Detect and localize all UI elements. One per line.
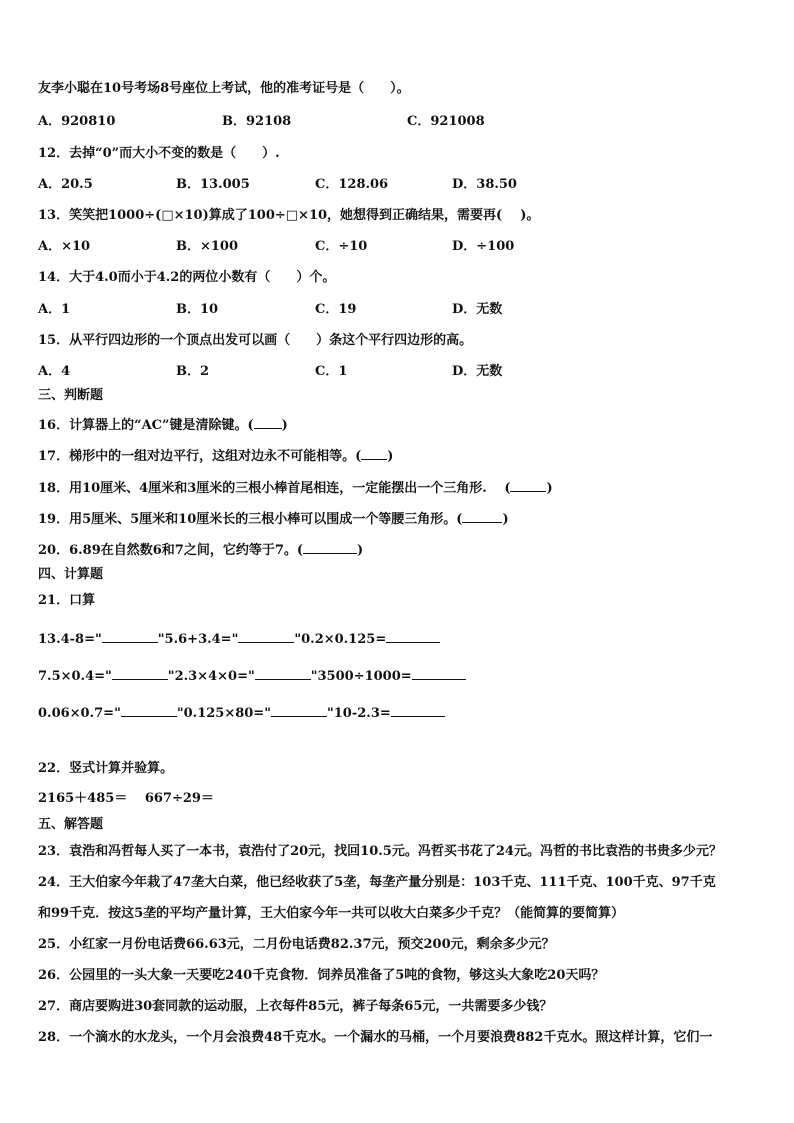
q13-number: 13． xyxy=(38,208,70,223)
q16-text-end: ) xyxy=(281,418,288,433)
q11-stem: 友李小聪在10号考场8号座位上考试，他的准考证号是（ ）。 xyxy=(38,81,410,96)
oral-calc-blank xyxy=(255,666,311,680)
q17-text: 梯形中的一组对边平行，这组对边永不可能相等。( xyxy=(69,449,362,464)
q27-number: 27． xyxy=(38,999,70,1014)
section-heading-judgement: 三、判断题 xyxy=(38,388,104,403)
q11-option-c: C．921008 xyxy=(407,114,485,129)
q22-number: 22． xyxy=(38,761,70,776)
q14-option-b: B．10 xyxy=(176,302,219,317)
oral-calc-item: "0.125×80=" xyxy=(176,706,271,721)
oral-calc-item: "0.2×0.125= xyxy=(294,632,387,647)
section-heading-word-problems: 五、解答题 xyxy=(38,817,104,832)
q24-number: 24． xyxy=(38,875,70,890)
q13-text: 笑笑把1000÷(□×10)算成了100÷□×10，她想得到正确结果，需要再( xyxy=(69,208,503,223)
q22-heading xyxy=(38,760,173,778)
q20-text: 6.89在自然数6和7之间，它约等于7。( xyxy=(69,543,304,558)
q21-row-1 xyxy=(38,629,440,649)
q12-text: 去掉“0”而大小不变的数是（ ）. xyxy=(69,146,280,161)
q13-option-c: C．÷10 xyxy=(315,239,368,254)
q20-answer-blank xyxy=(303,540,357,554)
q15-option-a: A．4 xyxy=(38,364,71,379)
q23-text: 袁浩和冯哲每人买了一本书，袁浩付了20元，找回10.5元。冯哲买书花了24元。冯哲的书比袁浩的书贵多少元？ xyxy=(69,844,722,859)
q26-number: 26． xyxy=(38,968,70,983)
q17-number: 17． xyxy=(38,449,70,464)
oral-calc-blank xyxy=(391,703,445,717)
q19-text-end: ) xyxy=(502,512,509,527)
oral-calc-blank xyxy=(238,629,294,643)
q25-line xyxy=(38,936,555,954)
q11-option-b: B．92108 xyxy=(222,114,292,129)
oral-calc-blank xyxy=(102,629,158,643)
oral-calc-blank xyxy=(386,629,440,643)
q21-number: 21． xyxy=(38,593,70,608)
q16-text: 计算器上的“AC”键是清除键。( xyxy=(69,418,254,433)
oral-calc-item: 7.5×0.4=" xyxy=(38,669,112,684)
q13-option-a: A．×10 xyxy=(38,239,91,254)
q22-title: 竖式计算并验算。 xyxy=(69,761,174,776)
q13-stem xyxy=(38,207,539,225)
q12-option-d: D．38.50 xyxy=(452,177,517,192)
q18-line xyxy=(38,478,553,498)
q28-line xyxy=(38,1029,712,1047)
q13-text-end: )。 xyxy=(520,208,540,223)
q13-option-d: D．÷100 xyxy=(452,239,515,254)
q20-number: 20． xyxy=(38,543,70,558)
q15-text: 从平行四边形的一个顶点出发可以画（ ）条这个平行四边形的高。 xyxy=(69,333,473,348)
q12-option-c: C．128.06 xyxy=(315,177,389,192)
q15-number: 15． xyxy=(38,333,70,348)
oral-calc-blank xyxy=(271,703,327,717)
section-heading-calculation: 四、计算题 xyxy=(38,567,104,582)
q21-title: 口算 xyxy=(69,593,96,608)
q21-row-2 xyxy=(38,666,466,686)
q22-expressions: 2165＋485＝ 667÷29＝ xyxy=(38,791,214,806)
q24-line-1 xyxy=(38,874,716,892)
oral-calc-item: "2.3×4×0=" xyxy=(167,669,255,684)
q24-text: 王大伯家今年栽了47垄大白菜，他已经收获了5垄，每垄产量分别是：103千克、111千克、100千克、97千克 xyxy=(69,875,716,890)
q15-stem xyxy=(38,332,472,350)
oral-calc-blank xyxy=(121,703,177,717)
q19-number: 19． xyxy=(38,512,70,527)
q26-line xyxy=(38,967,604,985)
q23-line xyxy=(38,843,722,861)
q20-text-end: ) xyxy=(357,543,364,558)
q28-number: 28． xyxy=(38,1030,70,1045)
q27-line xyxy=(38,998,552,1016)
q19-text: 用5厘米、5厘米和10厘米长的三根小棒可以围成一个等腰三角形。( xyxy=(69,512,463,527)
oral-calc-blank xyxy=(112,666,168,680)
oral-calc-item: "5.6+3.4=" xyxy=(157,632,239,647)
q14-text: 大于4.0而小于4.2的两位小数有（ ）个。 xyxy=(69,270,336,285)
q16-answer-blank xyxy=(254,415,282,429)
q25-text: 小红家一月份电话费66.63元，二月份电话费82.37元，预交200元，剩余多少元？ xyxy=(69,937,555,952)
oral-calc-item: 0.06×0.7=" xyxy=(38,706,121,721)
q21-row-3 xyxy=(38,703,445,723)
q15-option-d: D．无数 xyxy=(452,364,503,379)
oral-calc-item: "3500÷1000= xyxy=(310,669,412,684)
q13-option-b: B．×100 xyxy=(176,239,239,254)
q14-number: 14． xyxy=(38,270,70,285)
q15-option-c: C．1 xyxy=(315,364,348,379)
q11-option-a: A．920810 xyxy=(38,114,116,129)
q12-option-a: A．20.5 xyxy=(38,177,93,192)
q15-option-b: B．2 xyxy=(176,364,210,379)
q12-stem xyxy=(38,145,280,163)
q17-line xyxy=(38,446,393,466)
oral-calc-item: "10-2.3= xyxy=(326,706,391,721)
oral-calc-blank xyxy=(412,666,466,680)
q16-line xyxy=(38,415,288,435)
q12-option-b: B．13.005 xyxy=(176,177,250,192)
q17-text-end: ) xyxy=(387,449,394,464)
q18-number: 18． xyxy=(38,481,70,496)
q25-number: 25． xyxy=(38,937,70,952)
q23-number: 23． xyxy=(38,844,70,859)
q14-option-c: C．19 xyxy=(315,302,357,317)
q14-option-a: A．1 xyxy=(38,302,71,317)
q16-number: 16． xyxy=(38,418,70,433)
q18-text: 用10厘米、4厘米和3厘米的三根小棒首尾相连，一定能摆出一个三角形. ( xyxy=(69,481,511,496)
q12-number: 12． xyxy=(38,146,70,161)
q19-answer-blank xyxy=(462,509,502,523)
q28-text: 一个滴水的水龙头，一个月会浪费48千克水。一个漏水的马桶，一个月要浪费882千克水。照这样计算，它们一 xyxy=(69,1030,713,1045)
q14-option-d: D．无数 xyxy=(452,302,503,317)
oral-calc-item: 13.4-8=" xyxy=(38,632,102,647)
q27-text: 商店要购进30套同款的运动服，上衣每件85元，裤子每条65元，一共需要多少钱？ xyxy=(69,999,553,1014)
q19-line xyxy=(38,509,509,529)
q26-text: 公园里的一头大象一天要吃240千克食物．饲养员准备了5吨的食物，够这头大象吃20天吗？ xyxy=(69,968,605,983)
q14-stem xyxy=(38,269,335,287)
q18-answer-blank xyxy=(510,478,546,492)
q17-answer-blank xyxy=(361,446,387,460)
q20-line xyxy=(38,540,363,560)
q24-line-2: 和99千克．按这5垄的平均产量计算，王大伯家今年一共可以收大白菜多少千克？（能简算的要简算） xyxy=(38,906,625,921)
q18-text-end: ) xyxy=(546,481,553,496)
q21-heading xyxy=(38,592,95,610)
